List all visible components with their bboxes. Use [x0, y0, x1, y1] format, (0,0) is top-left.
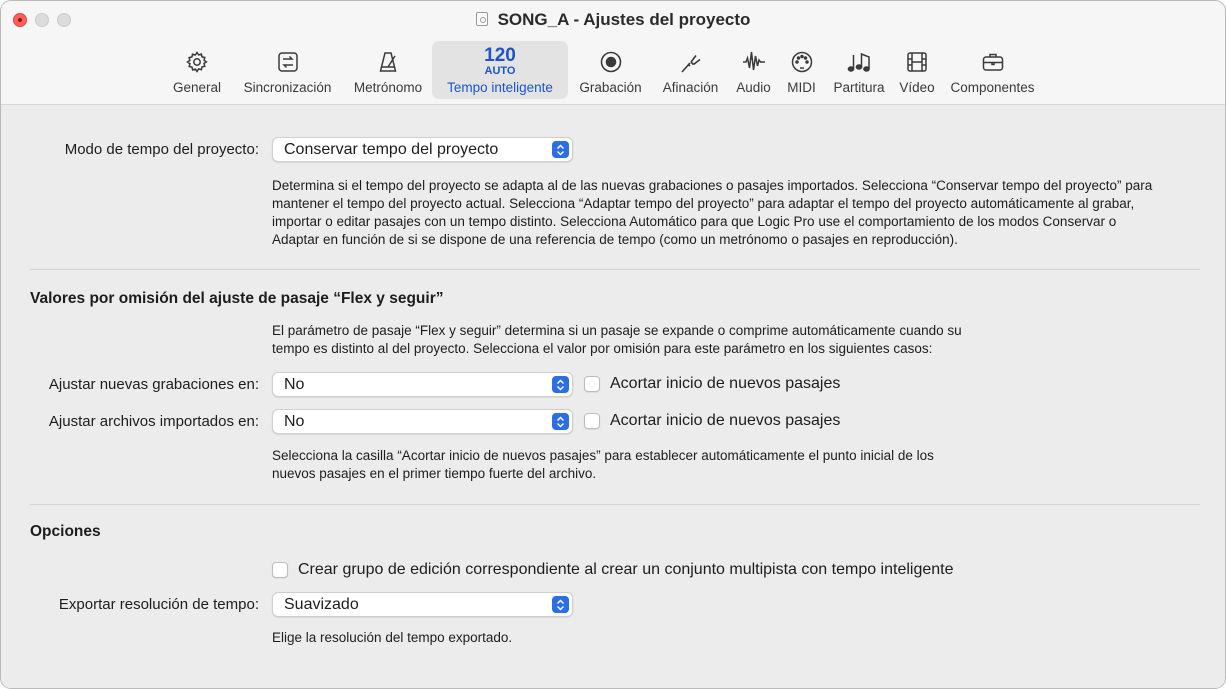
tab-label: MIDI [787, 80, 816, 95]
tab-label: Partitura [833, 80, 885, 95]
section-divider [30, 504, 1200, 505]
document-proxy-icon[interactable] [476, 12, 488, 26]
tab-label: Audio [736, 80, 771, 95]
tab-smart-tempo[interactable] [432, 41, 568, 99]
tab-score[interactable] [824, 41, 894, 99]
trim-new-recordings-option [584, 375, 840, 393]
tab-general[interactable] [163, 41, 231, 99]
tab-midi[interactable] [779, 41, 824, 99]
tab-label: Afinación [662, 80, 719, 95]
flex-section-title: Valores por omisión del ajuste de pasaje “Flex y seguir” [30, 290, 444, 307]
chevron-up-down-icon [552, 141, 569, 158]
music-notes-icon [846, 49, 872, 75]
record-icon [598, 49, 624, 75]
imported-files-value: No [284, 413, 305, 430]
tab-recording[interactable] [568, 41, 653, 99]
tab-label: Metrónomo [353, 80, 423, 95]
tempo-mode-value: Conservar tempo del proyecto [284, 141, 499, 158]
settings-toolbar [163, 41, 1045, 99]
tab-label: Grabación [579, 80, 642, 95]
tab-audio[interactable] [728, 41, 779, 99]
trim-imported-files-checkbox[interactable] [584, 413, 600, 429]
settings-content [1, 106, 1225, 689]
window-title-text: SONG_A - Ajustes del proyecto [497, 10, 751, 29]
export-resolution-value: Suavizado [284, 596, 359, 613]
tempo-mode-label: Modo de tempo del proyecto: [64, 141, 259, 158]
edit-group-option [272, 561, 954, 579]
midi-port-icon [789, 49, 815, 75]
imported-files-select[interactable] [272, 409, 573, 434]
new-recordings-label: Ajustar nuevas grabaciones en: [48, 376, 259, 393]
new-recordings-value: No [284, 376, 305, 393]
description-line: Selecciona la casilla “Acortar inicio de nuevos pasajes” para establecer automáticamente el punto inicial de los [272, 448, 934, 463]
options-section-title: Opciones [30, 523, 101, 540]
tab-components[interactable] [940, 41, 1045, 99]
trim-imported-files-label[interactable]: Acortar inicio de nuevos pasajes [610, 412, 841, 429]
briefcase-icon [980, 49, 1006, 75]
tab-label: Vídeo [899, 80, 935, 95]
description-line: nuevos pasajes en el primer tiempo fuerte del archivo. [272, 466, 597, 481]
tab-label: Sincronización [243, 80, 332, 95]
tab-video[interactable] [894, 41, 940, 99]
trim-new-recordings-checkbox[interactable] [584, 376, 600, 392]
imported-files-label: Ajustar archivos importados en: [48, 413, 259, 430]
tuning-fork-icon [678, 49, 704, 75]
edit-group-label[interactable]: Crear grupo de edición correspondiente al crear un conjunto multipista con tempo inteligente [298, 561, 954, 578]
metronome-icon [375, 49, 401, 75]
sync-icon [275, 49, 301, 75]
tempo-mode: AUTO [484, 65, 516, 77]
tempo-mode-description [272, 177, 1212, 249]
description-line: mantener el tempo del proyecto actual. Selecciona “Adaptar tempo del proyecto” para adaptar el tempo del proyecto automáticamente al grabar, [272, 196, 1135, 211]
tab-sync[interactable] [231, 41, 344, 99]
flex-section-footer [272, 447, 1172, 483]
chevron-up-down-icon [552, 376, 569, 393]
trim-new-recordings-label[interactable]: Acortar inicio de nuevos pasajes [610, 375, 841, 392]
export-resolution-label: Exportar resolución de tempo: [58, 596, 259, 613]
film-icon [904, 49, 930, 75]
tab-label: General [172, 80, 222, 95]
smart-tempo-icon [484, 46, 516, 77]
export-resolution-select[interactable] [272, 592, 573, 617]
tab-tuning[interactable] [653, 41, 728, 99]
edit-group-checkbox[interactable] [272, 562, 288, 578]
tempo-mode-select[interactable] [272, 137, 573, 162]
tab-metronome[interactable] [344, 41, 432, 99]
section-divider [30, 269, 1200, 270]
gear-icon [184, 49, 210, 75]
tempo-value: 120 [484, 45, 516, 66]
description-line: importar o editar pasajes con un tempo distinto. Selecciona Automático para que Logic Pro use el comportamiento de los modos Conservar o [272, 214, 1117, 229]
flex-section-intro [272, 322, 1172, 358]
waveform-icon [741, 49, 767, 75]
window-title [1, 10, 1225, 30]
description-line: Determina si el tempo del proyecto se adapta al de las nuevas grabaciones o pasajes importados. Selecciona “Conservar tempo del proyecto” para [272, 178, 1153, 193]
chevron-up-down-icon [552, 596, 569, 613]
new-recordings-select[interactable] [272, 372, 573, 397]
chevron-up-down-icon [552, 413, 569, 430]
description-line: tempo es distinto al del proyecto. Selecciona el valor por omisión para este parámetro en los siguientes casos: [272, 341, 933, 356]
tab-label: Componentes [950, 80, 1035, 95]
tab-label: Tempo inteligente [447, 80, 553, 95]
trim-imported-files-option [584, 412, 840, 430]
title-bar [1, 1, 1225, 105]
export-resolution-description: Elige la resolución del tempo exportado. [272, 630, 513, 645]
description-line: El parámetro de pasaje “Flex y seguir” determina si un pasaje se expande o comprime automáticamente cuando su [272, 323, 962, 338]
description-line: Adaptar en función de si se dispone de una referencia de tempo (como un metrónomo o pasajes en reproducción). [272, 232, 958, 247]
